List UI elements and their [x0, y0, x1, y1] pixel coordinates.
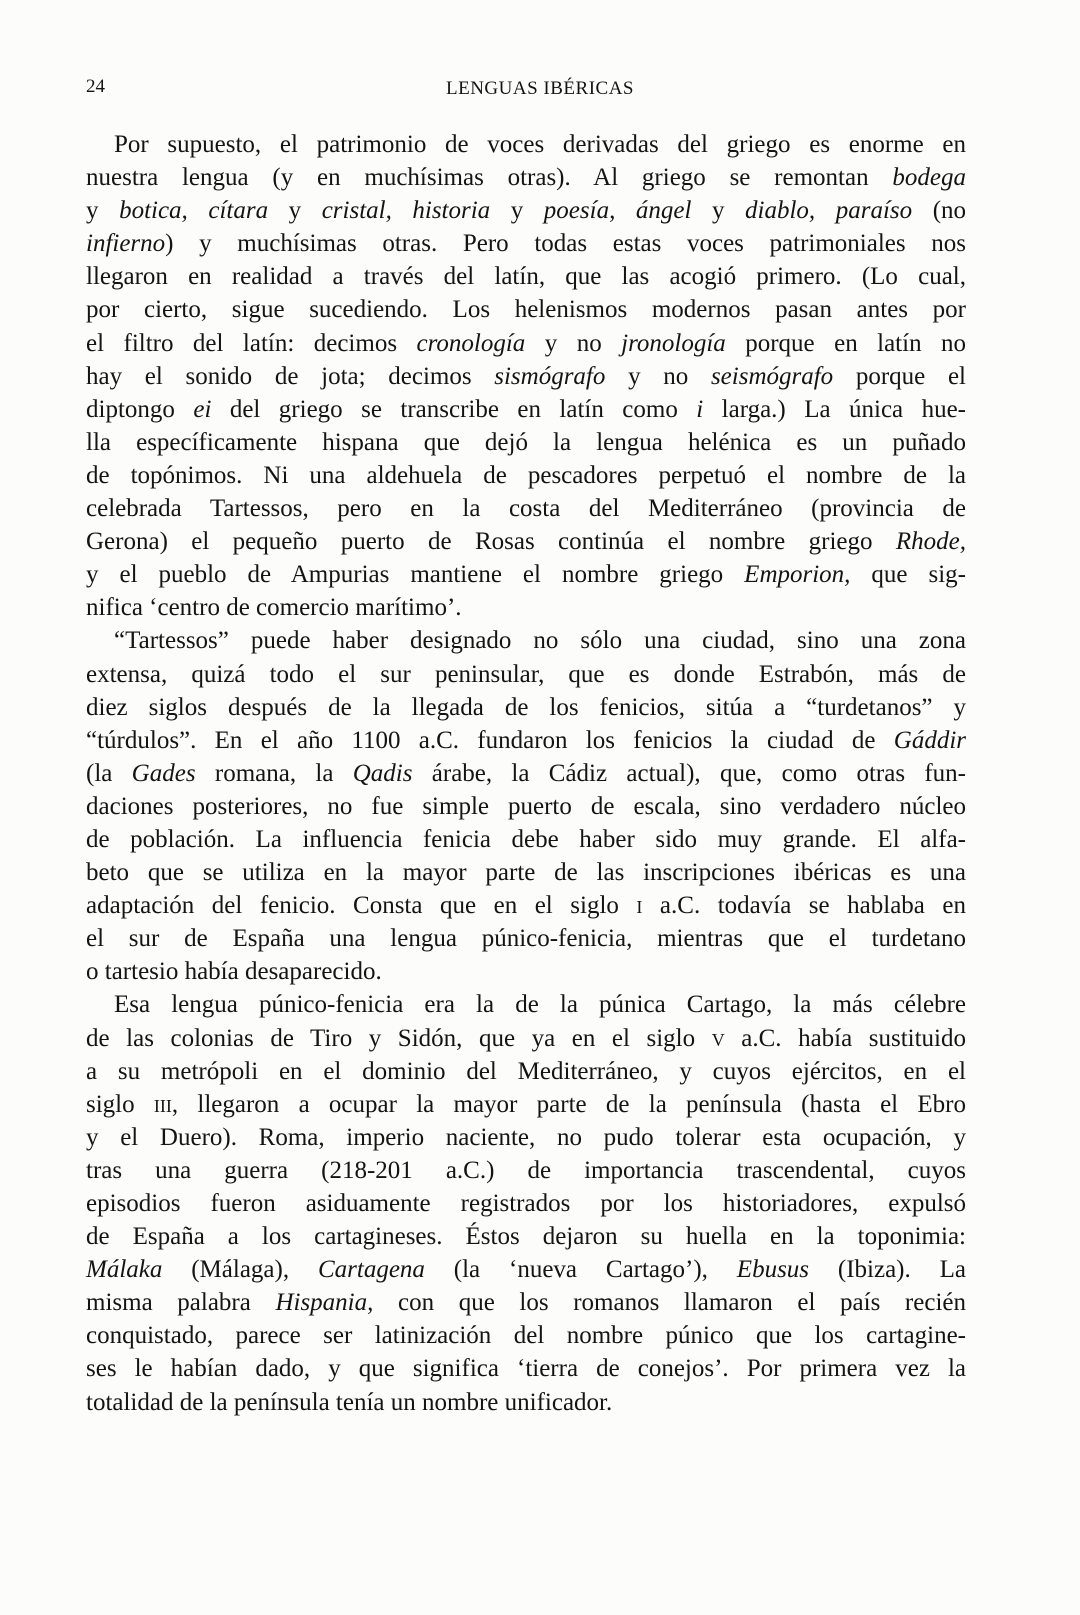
text-line	[86, 492, 966, 525]
text-line	[86, 194, 966, 227]
text-segment: por cierto, sigue sucediendo. Los helenismos modernos pasan antes por	[86, 296, 966, 324]
text-line	[86, 525, 966, 558]
text-line	[86, 1352, 966, 1385]
text-line	[86, 823, 966, 856]
text-line	[86, 459, 966, 492]
text-line	[86, 260, 966, 293]
italic-term: cronología	[416, 329, 526, 357]
text-line	[86, 658, 966, 691]
text-segment: de las colonias de Tiro y Sidón, que ya en el siglo	[86, 1024, 712, 1052]
text-segment: extensa, quizá todo el sur peninsular, que es donde Estrabón, más de	[86, 660, 966, 688]
italic-term: ei	[193, 395, 212, 423]
text-segment: (Málaga),	[162, 1256, 318, 1284]
text-segment: Gerona) el pequeño puerto de Rosas continúa el nombre griego	[86, 528, 896, 556]
text-segment: del griego se transcribe en latín como	[211, 395, 697, 423]
text-segment: árabe, la Cádiz actual), que, como otras fun-	[412, 759, 966, 787]
text-segment: y el pueblo de Ampurias mantiene el nombre griego	[86, 561, 745, 589]
text-segment: y no	[525, 329, 622, 357]
text-line	[86, 922, 966, 955]
text-segment: larga.) La única hue-	[703, 395, 967, 423]
text-segment: (la ‘nueva Cartago’),	[424, 1256, 737, 1284]
text-segment: misma palabra	[86, 1289, 276, 1317]
text-segment: el sur de España una lengua púnico-fenicia, mientras que el turdetano	[86, 925, 966, 953]
italic-term: Ebusus	[736, 1256, 810, 1284]
text-segment: totalidad de la península tenía un nombre unificador.	[86, 1388, 613, 1416]
italic-term: infierno	[86, 230, 166, 258]
text-line	[86, 360, 966, 393]
body-text	[86, 128, 966, 1419]
text-line	[86, 558, 966, 591]
text-segment: Por supuesto, el patrimonio de voces derivadas del griego es enorme en	[114, 131, 966, 158]
text-line	[86, 1286, 966, 1319]
text-segment: y	[691, 197, 746, 225]
text-segment: “túrdulos”. En el año 1100 a.C. fundaron los fenicios la ciudad de	[86, 726, 894, 754]
page-number: 24	[86, 76, 105, 97]
running-title: LENGUAS IBÉRICAS	[446, 78, 634, 99]
text-segment: beto que se utiliza en la mayor parte de las inscripciones ibéricas es una	[86, 859, 966, 887]
text-line	[86, 1386, 966, 1419]
text-segment: (Ibiza). La	[809, 1256, 966, 1284]
text-line	[86, 327, 966, 360]
italic-term: i	[696, 395, 704, 423]
text-segment: , llegaron a ocupar la mayor parte de la península (hasta el Ebro	[171, 1090, 966, 1118]
text-line	[86, 1055, 966, 1088]
text-line	[86, 1187, 966, 1220]
italic-term: diablo, paraíso	[745, 197, 913, 225]
text-line	[86, 624, 966, 657]
text-line	[86, 757, 966, 790]
text-line	[86, 1088, 966, 1121]
text-line	[86, 1154, 966, 1187]
text-segment: v	[711, 1024, 725, 1052]
text-line	[86, 988, 966, 1021]
text-segment: a.C. todavía se hablaba en	[642, 892, 966, 920]
italic-term: jronología	[621, 329, 726, 357]
text-line	[86, 161, 966, 194]
text-segment: adaptación del fenicio. Consta que en el siglo	[86, 892, 637, 920]
text-segment: y el Duero). Roma, imperio naciente, no pudo tolerar esta ocupación, y	[86, 1123, 966, 1151]
italic-term: seismógrafo	[710, 362, 834, 390]
text-segment: daciones posteriores, no fue simple puerto de escala, sino verdadero núcleo	[86, 792, 966, 820]
text-line	[86, 790, 966, 823]
text-line	[86, 426, 966, 459]
text-segment: el filtro del latín: decimos	[86, 329, 417, 357]
italic-term: botica, cítara	[119, 197, 269, 225]
text-segment: diptongo	[86, 395, 194, 423]
text-line	[86, 1253, 966, 1286]
italic-term: bodega	[892, 164, 966, 192]
text-segment: a su metrópoli en el dominio del Mediterráneo, y cuyos ejércitos, en el	[86, 1057, 966, 1085]
italic-term: Rhode,	[895, 528, 966, 556]
text-segment: nuestra lengua (y en muchísimas otras). Al griego se remontan	[86, 164, 893, 192]
text-segment: nifica ‘centro de comercio marítimo’.	[86, 594, 462, 622]
text-segment: llegaron en realidad a través del latín, que las acogió primero. (Lo cual,	[86, 263, 966, 291]
text-line	[86, 1220, 966, 1253]
text-line	[86, 889, 966, 922]
italic-term: Cartagena	[317, 1256, 425, 1284]
italic-term: Málaka	[86, 1256, 163, 1284]
text-segment: que sig-	[850, 561, 966, 589]
italic-term: poesía, ángel	[543, 197, 692, 225]
text-segment: y	[268, 197, 322, 225]
text-segment: de población. La influencia fenicia debe haber sido muy grande. El alfa-	[86, 825, 966, 853]
text-segment: y	[86, 197, 120, 225]
text-line	[86, 293, 966, 326]
italic-term: sismógrafo	[494, 362, 606, 390]
text-line	[86, 393, 966, 426]
italic-term: cristal, historia	[321, 197, 491, 225]
text-segment: ses le habían dado, y que significa ‘tierra de conejos’. Por primera vez la	[86, 1355, 966, 1383]
text-line	[86, 856, 966, 889]
text-segment: Esa lengua púnico-fenicia era la de la púnica Cartago, la más célebre	[114, 991, 966, 1019]
text-segment: de topónimos. Ni una aldehuela de pescadores perpetuó el nombre de la	[86, 461, 966, 489]
text-segment: diez siglos después de la llegada de los fenicios, sitúa a “turdetanos” y	[86, 693, 966, 721]
text-segment: iii	[153, 1090, 172, 1118]
text-segment: celebrada Tartessos, pero en la costa del Mediterráneo (provincia de	[86, 495, 966, 523]
italic-term: Gades	[131, 759, 196, 787]
text-segment: episodios fueron asiduamente registrados por los historiadores, expulsó	[86, 1190, 966, 1217]
text-line	[86, 955, 966, 988]
text-segment: porque el	[833, 362, 966, 390]
text-segment: y no	[605, 362, 711, 390]
text-line	[86, 691, 966, 724]
text-segment: o tartesio había desaparecido.	[86, 958, 382, 986]
text-segment: de España a los cartagineses. Éstos dejaron su huella en la toponimia:	[86, 1223, 966, 1251]
italic-term: Emporion,	[744, 561, 851, 589]
text-segment: hay el sonido de jota; decimos	[86, 362, 495, 390]
text-segment: siglo	[86, 1090, 154, 1118]
text-segment: ) y muchísimas otras. Pero todas estas voces patrimoniales nos	[165, 230, 966, 258]
text-segment: “Tartessos” puede haber designado no sólo una ciudad, sino una zona	[114, 627, 966, 655]
text-line	[86, 591, 966, 624]
italic-term: Hispania,	[275, 1289, 374, 1317]
text-segment: con que los romanos llamaron el país recién	[373, 1289, 966, 1317]
text-segment: lla específicamente hispana que dejó la lengua helénica es un puñado	[86, 428, 966, 456]
text-segment: y	[490, 197, 544, 225]
text-segment: (la	[86, 759, 132, 787]
text-segment: conquistado, parece ser latinización del nombre púnico que los cartagine-	[86, 1322, 966, 1350]
text-line	[86, 1121, 966, 1154]
text-line	[86, 724, 966, 757]
text-segment: a.C. había sustituido	[724, 1024, 966, 1052]
text-line	[86, 1319, 966, 1352]
text-segment: tras una guerra (218-201 a.C.) de importancia trascendental, cuyos	[86, 1156, 966, 1184]
text-line	[86, 227, 966, 260]
italic-term: Gáddir	[893, 726, 966, 754]
text-line	[86, 1022, 966, 1055]
italic-term: Qadis	[352, 759, 413, 787]
text-segment: romana, la	[195, 759, 353, 787]
text-segment: i	[636, 892, 643, 920]
text-segment: porque en latín no	[725, 329, 967, 357]
text-segment: (no	[912, 197, 967, 225]
text-line	[86, 128, 966, 161]
